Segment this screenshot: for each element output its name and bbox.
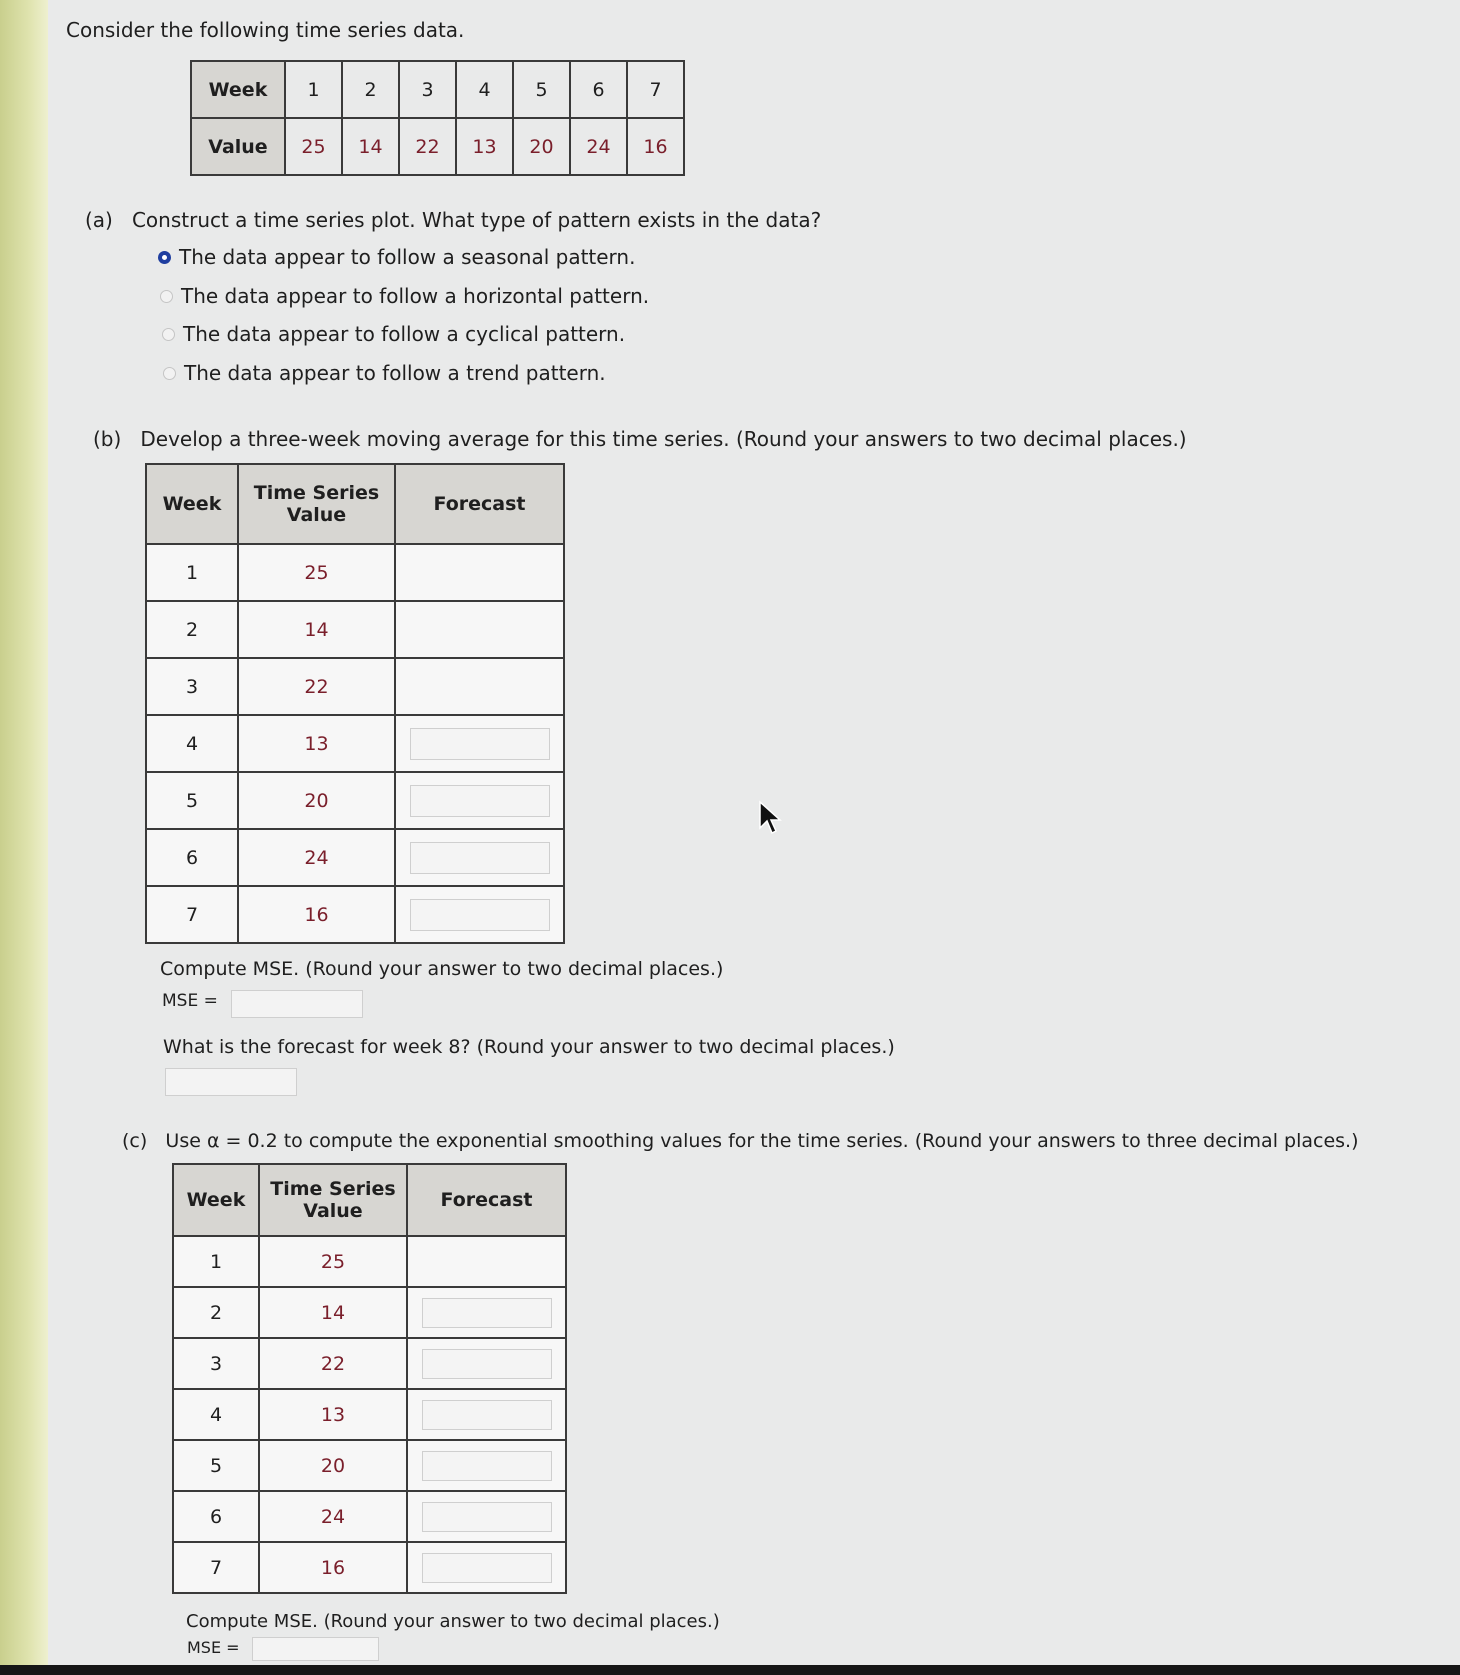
week-cell: 5 bbox=[513, 61, 570, 118]
screen-bezel bbox=[0, 1665, 1460, 1675]
week-cell: 6 bbox=[173, 1491, 259, 1542]
forecast-cell bbox=[395, 715, 564, 772]
option-trend[interactable] bbox=[163, 361, 606, 385]
value-header bbox=[238, 464, 395, 544]
week-cell: 3 bbox=[399, 61, 456, 118]
part-c-mse-prompt: Compute MSE. (Round your answer to two decimal places.) bbox=[186, 1611, 720, 1632]
forecast-cell bbox=[395, 886, 564, 943]
table-row bbox=[146, 886, 564, 943]
week-cell: 1 bbox=[285, 61, 342, 118]
table-row bbox=[146, 829, 564, 886]
week-cell: 4 bbox=[456, 61, 513, 118]
week-cell: 3 bbox=[173, 1338, 259, 1389]
value-header-line1: Time Series bbox=[253, 482, 380, 504]
option-text: The data appear to follow a seasonal pattern. bbox=[179, 245, 636, 269]
table-row bbox=[146, 715, 564, 772]
radio-icon[interactable] bbox=[160, 290, 173, 303]
time-series-data-table bbox=[190, 60, 685, 176]
forecast-cell bbox=[395, 772, 564, 829]
week-cell: 1 bbox=[146, 544, 238, 601]
value-cell: 24 bbox=[570, 118, 627, 175]
value-cell: 14 bbox=[342, 118, 399, 175]
radio-icon[interactable] bbox=[162, 328, 175, 341]
value-row-label: Value bbox=[191, 118, 285, 175]
value-cell: 24 bbox=[259, 1491, 407, 1542]
value-cell: 16 bbox=[627, 118, 684, 175]
week8-prompt: What is the forecast for week 8? (Round your answer to two decimal places.) bbox=[163, 1036, 895, 1058]
value-cell: 14 bbox=[259, 1287, 407, 1338]
forecast-cell bbox=[407, 1440, 566, 1491]
table-row bbox=[173, 1440, 566, 1491]
forecast-input[interactable] bbox=[422, 1451, 552, 1481]
option-horizontal[interactable] bbox=[160, 284, 649, 308]
value-header bbox=[259, 1164, 407, 1236]
forecast-cell-empty bbox=[407, 1236, 566, 1287]
value-cell: 25 bbox=[285, 118, 342, 175]
option-cyclical[interactable] bbox=[162, 322, 625, 346]
value-cell: 20 bbox=[513, 118, 570, 175]
part-c-text: Use α = 0.2 to compute the exponential smoothing values for the time series. (Round your answers to three decimal places.) bbox=[165, 1130, 1359, 1152]
week-cell: 2 bbox=[342, 61, 399, 118]
part-b-mse-label: MSE = bbox=[162, 991, 218, 1011]
week-cell: 7 bbox=[173, 1542, 259, 1593]
forecast-input[interactable] bbox=[410, 785, 550, 817]
week-cell: 6 bbox=[570, 61, 627, 118]
part-b-mse-prompt: Compute MSE. (Round your answer to two decimal places.) bbox=[160, 958, 724, 980]
forecast-input[interactable] bbox=[422, 1349, 552, 1379]
value-header-line2: Value bbox=[286, 504, 347, 526]
exponential-smoothing-table bbox=[172, 1163, 567, 1594]
part-b-label: (b) bbox=[93, 427, 122, 451]
value-cell: 25 bbox=[259, 1236, 407, 1287]
value-row bbox=[191, 118, 684, 175]
week-cell: 6 bbox=[146, 829, 238, 886]
table-row bbox=[146, 772, 564, 829]
forecast-input[interactable] bbox=[410, 899, 550, 931]
week-cell: 3 bbox=[146, 658, 238, 715]
option-seasonal[interactable] bbox=[158, 245, 635, 269]
radio-selected-icon[interactable] bbox=[158, 251, 171, 264]
value-cell: 22 bbox=[238, 658, 395, 715]
forecast-cell bbox=[407, 1389, 566, 1440]
week-cell: 5 bbox=[173, 1440, 259, 1491]
week-cell: 2 bbox=[173, 1287, 259, 1338]
week-header: Week bbox=[146, 464, 238, 544]
week8-forecast-input[interactable] bbox=[165, 1068, 297, 1096]
header-row bbox=[146, 464, 564, 544]
forecast-cell-empty bbox=[395, 544, 564, 601]
table-row bbox=[173, 1491, 566, 1542]
option-text: The data appear to follow a cyclical pattern. bbox=[183, 322, 626, 346]
forecast-cell bbox=[407, 1287, 566, 1338]
forecast-cell bbox=[407, 1338, 566, 1389]
week-cell: 5 bbox=[146, 772, 238, 829]
mouse-pointer-icon bbox=[758, 800, 782, 836]
radio-icon[interactable] bbox=[163, 367, 176, 380]
table-row bbox=[173, 1236, 566, 1287]
part-c-question bbox=[122, 1130, 1359, 1152]
table-row bbox=[173, 1389, 566, 1440]
part-c-mse-input[interactable] bbox=[252, 1637, 379, 1661]
moving-average-table bbox=[145, 463, 565, 944]
forecast-cell-empty bbox=[395, 658, 564, 715]
value-cell: 16 bbox=[259, 1542, 407, 1593]
value-cell: 24 bbox=[238, 829, 395, 886]
value-cell: 25 bbox=[238, 544, 395, 601]
value-cell: 16 bbox=[238, 886, 395, 943]
week-cell: 2 bbox=[146, 601, 238, 658]
intro-text: Consider the following time series data. bbox=[66, 18, 465, 42]
week-cell: 4 bbox=[173, 1389, 259, 1440]
week-header: Week bbox=[173, 1164, 259, 1236]
part-a-question bbox=[85, 208, 821, 232]
table-row bbox=[173, 1338, 566, 1389]
table-row bbox=[146, 658, 564, 715]
week-cell: 7 bbox=[146, 886, 238, 943]
part-b-text: Develop a three-week moving average for this time series. (Round your answers to two decimal places.) bbox=[140, 427, 1187, 451]
table-row bbox=[173, 1287, 566, 1338]
part-c-label: (c) bbox=[122, 1130, 148, 1152]
table-row bbox=[173, 1542, 566, 1593]
week-row-label: Week bbox=[191, 61, 285, 118]
week-cell: 7 bbox=[627, 61, 684, 118]
part-a-label: (a) bbox=[85, 208, 113, 232]
forecast-cell-empty bbox=[395, 601, 564, 658]
value-cell: 22 bbox=[259, 1338, 407, 1389]
part-a-text: Construct a time series plot. What type of pattern exists in the data? bbox=[131, 208, 822, 232]
value-cell: 22 bbox=[399, 118, 456, 175]
week-cell: 1 bbox=[173, 1236, 259, 1287]
forecast-cell bbox=[407, 1491, 566, 1542]
value-cell: 13 bbox=[456, 118, 513, 175]
forecast-input[interactable] bbox=[410, 842, 550, 874]
table-row bbox=[146, 601, 564, 658]
value-cell: 13 bbox=[259, 1389, 407, 1440]
option-text: The data appear to follow a horizontal pattern. bbox=[181, 284, 650, 308]
week-cell: 4 bbox=[146, 715, 238, 772]
week-row bbox=[191, 61, 684, 118]
value-header-line2: Value bbox=[303, 1200, 363, 1222]
forecast-cell bbox=[407, 1542, 566, 1593]
value-cell: 14 bbox=[238, 601, 395, 658]
forecast-input[interactable] bbox=[422, 1502, 552, 1532]
part-b-mse-input[interactable] bbox=[231, 990, 363, 1018]
forecast-input[interactable] bbox=[422, 1400, 552, 1430]
forecast-header: Forecast bbox=[395, 464, 564, 544]
forecast-input[interactable] bbox=[422, 1298, 552, 1328]
forecast-header: Forecast bbox=[407, 1164, 566, 1236]
value-cell: 20 bbox=[238, 772, 395, 829]
value-header-line1: Time Series bbox=[270, 1178, 396, 1200]
value-cell: 20 bbox=[259, 1440, 407, 1491]
option-text: The data appear to follow a trend pattern. bbox=[184, 361, 606, 385]
value-cell: 13 bbox=[238, 715, 395, 772]
forecast-cell bbox=[395, 829, 564, 886]
table-row bbox=[146, 544, 564, 601]
header-row bbox=[173, 1164, 566, 1236]
part-c-mse-label: MSE = bbox=[187, 1638, 240, 1657]
forecast-input[interactable] bbox=[410, 728, 550, 760]
part-b-question bbox=[93, 427, 1187, 451]
forecast-input[interactable] bbox=[422, 1553, 552, 1583]
